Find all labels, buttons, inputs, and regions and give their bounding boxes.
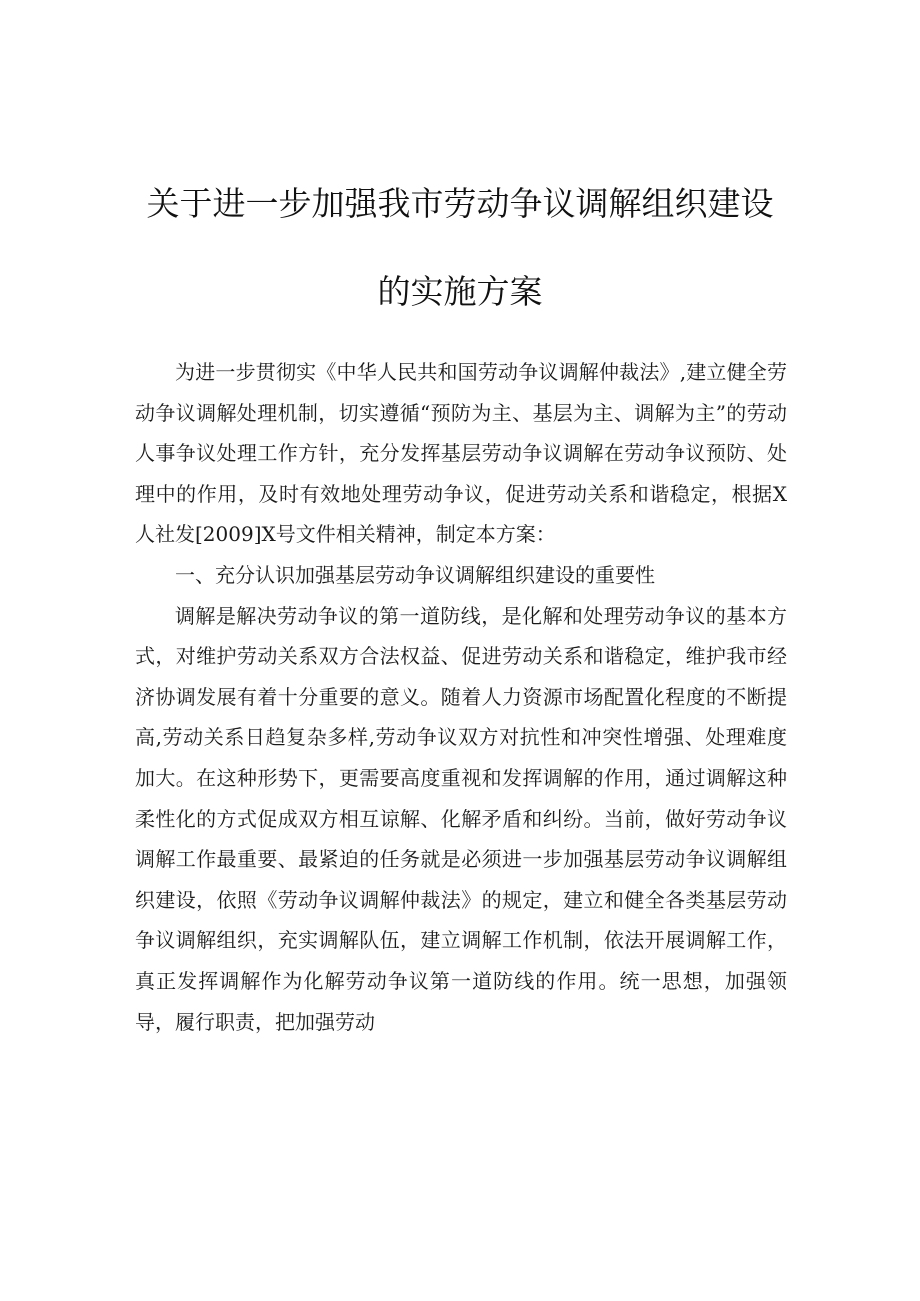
document-body	[135, 352, 787, 1042]
intro-paragraph: 为进一步贯彻实《中华人民共和国劳动争议调解仲裁法》,建立健全劳动争议调解处理机制，切实遵循“预防为主、基层为主、调解为主”的劳动人事争议处理工作方针，充分发挥基层劳动争议调解在劳动争议预防、处理中的作用，及时有效地处理劳动争议，促进劳动关系和谐稳定，根据X人社发[2009]X号文件相关精神，制定本方案：	[135, 360, 787, 547]
document-title-line-2: 的实施方案	[377, 272, 543, 311]
document-title-line-1: 关于进一步加强我市劳动争议调解组织建设	[146, 184, 774, 223]
section-1-paragraph: 调解是解决劳动争议的第一道防线，是化解和处理劳动争议的基本方式，对维护劳动关系双方合法权益、促进劳动关系和谐稳定，维护我市经济协调发展有着十分重要的意义。随着人力资源市场配置化程度的不断提高,劳动关系日趋复杂多样,劳动争议双方对抗性和冲突性增强、处理难度加大。在这种形势下，更需要高度重视和发挥调解的作用，通过调解这种柔性化的方式促成双方相互谅解、化解矛盾和纠纷。当前，做好劳动争议调解工作最重要、最紧迫的任务就是必须进一步加强基层劳动争议调解组织建设，依照《劳动争议调解仲裁法》的规定，建立和健全各类基层劳动争议调解组织，充实调解队伍，建立调解工作机制，依法开展调解工作，真正发挥调解作为化解劳动争议第一道防线的作用。统一思想，加强领导，履行职责，把加强劳动	[135, 603, 787, 1034]
section-1-heading: 一、充分认识加强基层劳动争议调解组织建设的重要性	[175, 562, 655, 587]
